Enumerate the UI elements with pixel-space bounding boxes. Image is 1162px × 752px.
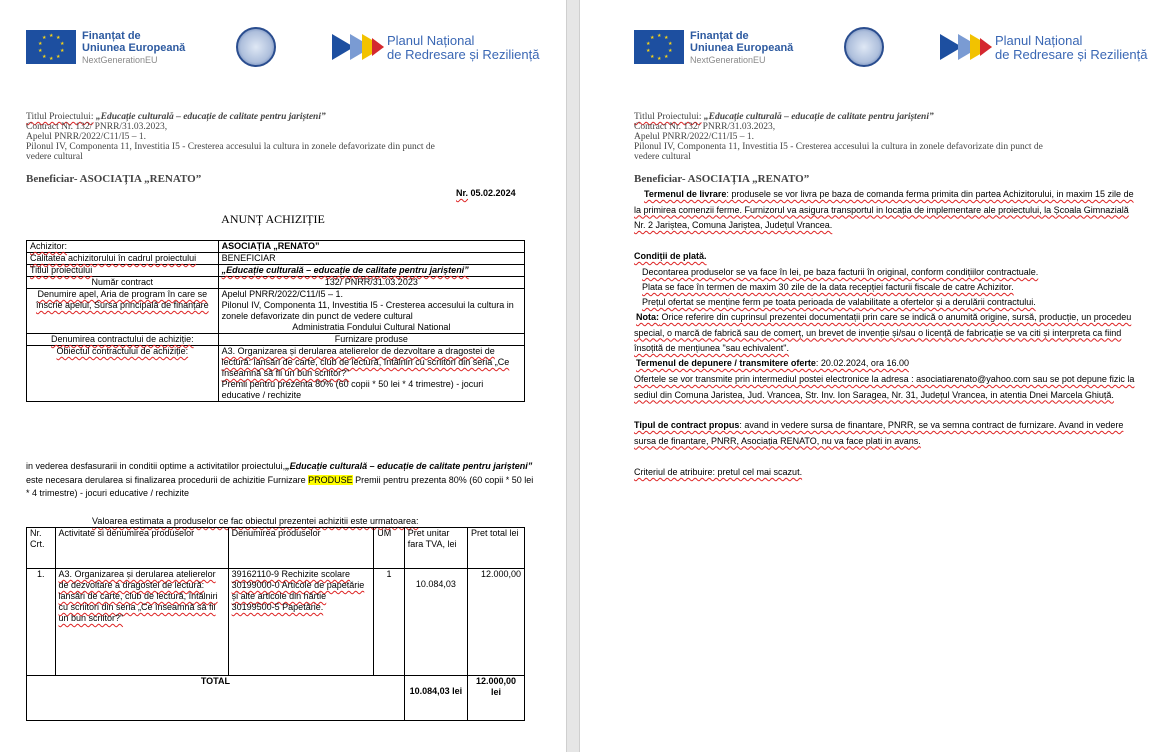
delivery-terms: Termenul de livrare: produsele se vor livra pe baza de comanda ferma primita din partea Achizitorului, in maxim 15 zile de la primirea comenzii ferme. Furnizorul va asigura transportul in locația de implementare ale proiectului, la Școala Gimnazială Nr. 2 Jariștea, Comuna Jariștea, Județul Vrancea.: [634, 189, 1134, 230]
eu-line1: Finanțat de: [690, 30, 749, 42]
payment-conditions-title: Condiții de plată.: [634, 251, 707, 261]
submission-deadline: Termenul de depunere / transmitere oferte: 20.02.2024, ora 16.00: [636, 358, 909, 368]
apel-line: Apelul PNRR/2022/C11/I5 – 1.: [634, 132, 754, 142]
eu-line3: NextGenerationEU: [690, 55, 766, 65]
eu-line2: Uniunea Europeană: [690, 42, 794, 54]
table-row: Calitatea achizitorului în cadrul proiectului BENEFICIAR: [27, 253, 525, 265]
pnrr-mark-icon: [940, 30, 992, 64]
apel-line: Apelul PNRR/2022/C11/I5 – 1.: [26, 132, 146, 142]
pilon-line-2: vedere cultural: [26, 152, 83, 162]
contract-line: Contract Nr. 132/ PNRR/31.03.2023,: [26, 122, 168, 132]
pnrr-line2: de Redresare și Reziliență: [995, 47, 1148, 62]
table-row: 1. A3. Organizarea și derularea atelierelor de dezvoltare a dragostei de lectură: lansări de carte, club de lectură, întâlniri cu scriitori din seria „Ce înseamnă să fii un bun scriitor?” 39162110-9 Rechizite scolare 30199000-0 Articole de papetărie și alte articole din hârtie 30199500-5 Papetărie. 1 10.084,03 12.000,00: [27, 569, 525, 676]
pnrr-mark-icon: [332, 30, 384, 64]
table-row: Denumirea contractului de achiziție: Furnizare produse: [27, 334, 525, 346]
intro-paragraph: in vederea desfasurarii in conditii optime a activitatilor proiectului,„Educație culturală – educație de calitate pentru jarișteni” este necesara derularea si finalizarea procedurii de achizitie Furnizare PRODUSE Premii pentru prezenta 80% (60 copii * 50 lei * 4 trimestre) - jocuri educative / rechizite: [26, 461, 534, 498]
eu-flag-icon: ★ ★ ★ ★ ★ ★ ★ ★ ★ ★: [26, 30, 76, 64]
pilon-line: Pilonul IV, Componenta 11, Investitia I5 - Cresterea accesului la cultura in zonele defavorizate din punct de: [634, 142, 1043, 152]
product-table: [26, 527, 525, 721]
pilon-line: Pilonul IV, Componenta 11, Investitia I5 - Cresterea accesului la cultura in zonele defavorizate din punct de: [26, 142, 435, 152]
contract-line: Contract Nr. 132/ PNRR/31.03.2023,: [634, 122, 776, 132]
beneficiar-line: Beneficiar- ASOCIAȚIA „RENATO”: [634, 173, 810, 185]
doc-number: Nr. 05.02.2024: [456, 188, 516, 198]
eu-line1: Finanțat de: [82, 30, 141, 42]
total-row: TOTAL 10.084,03 lei 12.000,00 lei: [27, 676, 525, 721]
info-table: [26, 240, 525, 402]
table-row: Achizitor: ASOCIAȚIA „RENATO”: [27, 241, 525, 253]
pilon-line-2: vedere cultural: [634, 152, 691, 162]
pnrr-line2: de Redresare și Reziliență: [387, 47, 540, 62]
government-seal-icon: [844, 27, 884, 67]
project-header: [26, 112, 536, 162]
table-row: Denumire apel, Aria de program în care se înscrie apelul, Sursa principală de finanțare Apelul PNRR/2022/C11/I5 – 1. Pilonul IV, Componenta 11, Investitia I5 - Cresterea accesului la cultura in zonele defavorizate din punct de vedere cultural Administratia Fondului Cultural National: [27, 289, 525, 334]
pnrr-line1: Planul Național: [995, 33, 1083, 48]
eu-line3: NextGenerationEU: [82, 55, 158, 65]
beneficiar-line: Beneficiar- ASOCIAȚIA „RENATO”: [26, 173, 202, 185]
title-label: Titlul Proiectului:: [634, 112, 702, 122]
doc-title: ANUNȚ ACHIZIȚIE: [221, 212, 325, 226]
nota-paragraph: Nota: Orice referire din cuprinsul prezentei documentații prin care se indică o anumită origine, sursă, producție, un procedeu special, o marcă de fabrică sau de comerț, un brevet de invenție și/sau o licență de fabricație se va citi și interpreta ca fiind însoțită de mențiunea "sau echivalent".: [634, 312, 1132, 353]
eu-line2: Uniunea Europeană: [82, 42, 186, 54]
eu-flag-icon: ★ ★ ★ ★ ★ ★ ★ ★ ★ ★: [634, 30, 684, 64]
title-label: Titlul Proiectului:: [26, 112, 94, 122]
document-page-1: [0, 0, 566, 752]
title-value: „Educație culturală – educație de calitate pentru jarișteni”: [703, 112, 934, 122]
government-seal-icon: [236, 27, 276, 67]
payment-line-3: Prețul ofertat se menține ferm pe toata perioada de valabilitate a ofertelor și a derulării contractului.: [642, 297, 1036, 307]
contract-type: Tipul de contract propus: avand in vedere sursa de finantare, PNRR, se va semna contract de furnizare. Avand in vedere sursa de finantare, PNRR, Asociația RENATO, nu va face plati in avans.: [634, 420, 1124, 446]
payment-line-1: Decontarea produselor se va face în lei, pe baza facturii în original, conform condițiilor contractuale.: [642, 267, 1039, 277]
table-row: Obiectul contractului de achiziție: A3. Organizarea și derularea atelierelor de dezvoltare a dragostei de lectură: lansări de carte, club de lectură, întâlniri cu scriitori din seria „Ce înseamnă să fii un bun scriitor?” Premii pentru prezenta 80% (60 copii * 50 lei * 4 trimestre) - jocuri educative / rechizite: [27, 346, 525, 402]
payment-line-2: Plata se face în termen de maxim 30 zile de la data recepției facturii fiscale de catre Achizitor.: [642, 282, 1014, 292]
award-criterion: Criteriul de atribuire: pretul cel mai scazut.: [634, 467, 803, 477]
pnrr-line1: Planul Național: [387, 33, 475, 48]
project-header: [634, 112, 1144, 162]
table-row: Număr contract 132/ PNRR/31.03.2023: [27, 277, 525, 289]
offers-paragraph: Ofertele se vor transmite prin intermediul postei electronice la adresa : asociatiarenato@yahoo.com sau se pot depune fizic la sediul din Comuna Jaristea, Jud. Vrancea, Str. Inv. Ion Saragea, Nr. 31, Județul Vrancea, in atentia Dnei Marcela Ghiuță.: [634, 374, 1135, 400]
page-gutter: [566, 0, 580, 752]
table-header-row: Nr. Crt. Activitate si denumirea produselor Denumirea produselor UM Pret unitar fara TVA, lei Pret total lei: [27, 528, 525, 569]
estimate-title: Valoarea estimata a produselor ce fac obiectul prezentei achizitii este urmatoarea:: [92, 516, 419, 526]
title-value: „Educație culturală – educație de calitate pentru jarișteni”: [95, 112, 326, 122]
table-row: Titlul proiectului „Educație culturală – educație de calitate pentru jarișteni”: [27, 265, 525, 277]
